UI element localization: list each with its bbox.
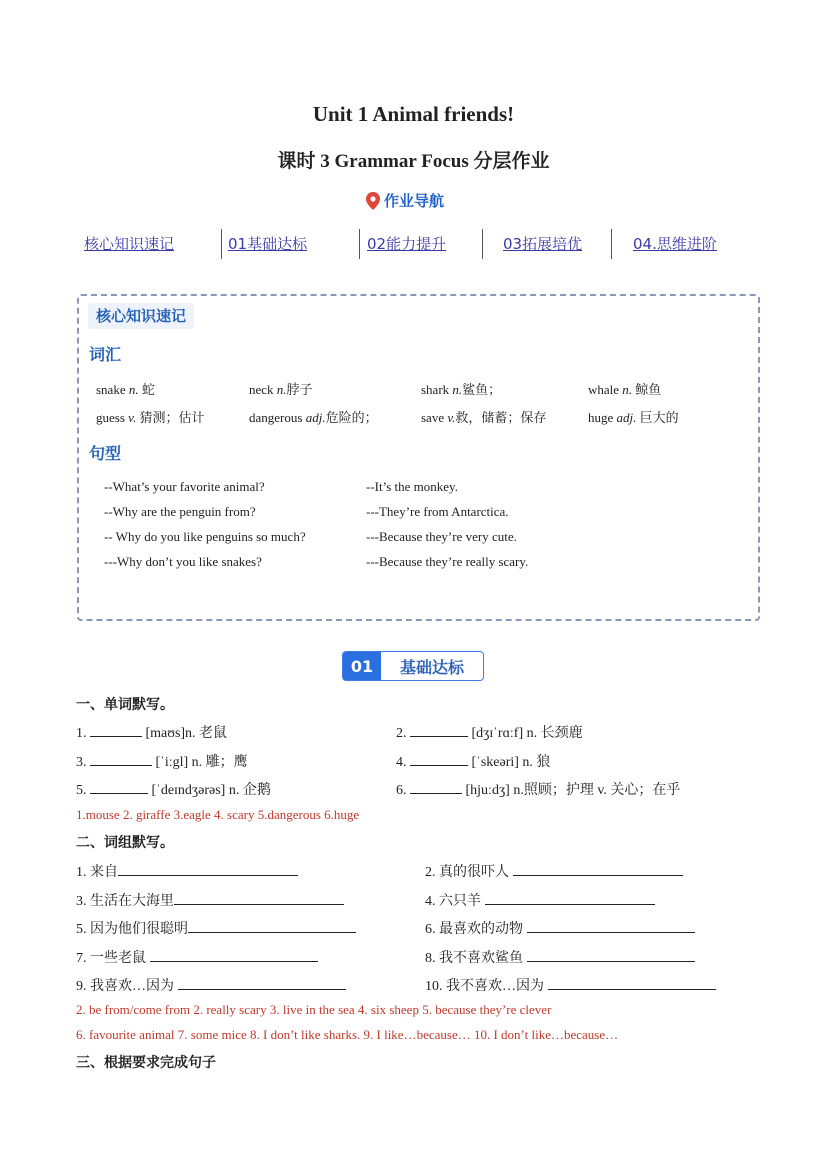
knowledge-heading: 核心知识速记 (88, 303, 194, 329)
knowledge-box (77, 294, 760, 621)
answer-key: 1.mouse 2. giraffe 3.eagle 4. scary 5.dangerous 6.huge (76, 807, 360, 822)
answer-blank[interactable] (178, 976, 346, 990)
tab-divider (221, 229, 222, 259)
answer-blank[interactable] (527, 919, 695, 933)
part1-title: 一、单词默写。 (76, 697, 174, 713)
answer-blank[interactable] (513, 862, 683, 876)
tab-divider (611, 229, 612, 259)
vocab-item: snake n. 蛇 (96, 382, 155, 397)
sentence-question: -- Why do you like penguins so much? (104, 529, 306, 544)
answer-blank[interactable] (90, 780, 148, 794)
question-item: 5. 因为他们很聪明 (76, 918, 356, 938)
nav-tabs (84, 229, 744, 259)
answer-blank[interactable] (548, 976, 716, 990)
answer-blank[interactable] (118, 862, 298, 876)
answer-key: 6. favourite animal 7. some mice 8. I don’t like sharks. 9. I like…because… 10. I don’t like…because… (76, 1027, 619, 1042)
sentence-heading: 句型 (89, 444, 122, 463)
part2-title: 二、词组默写。 (76, 835, 174, 851)
question-item: 4. 六只羊 (425, 890, 655, 910)
answer-blank[interactable] (174, 891, 344, 905)
vocab-heading: 词汇 (89, 345, 122, 364)
question-item: 2. 真的很吓人 (425, 861, 683, 881)
question-item: 1. 来自 (76, 861, 298, 881)
tab-thinking[interactable]: 04.思维进阶 (633, 235, 717, 253)
answer-blank[interactable] (188, 919, 356, 933)
question-item: 4. [ˈskeəri] n. 狼 (396, 751, 550, 771)
vocab-item: shark n.鲨鱼； (421, 382, 502, 397)
vocab-item: dangerous adj.危险的； (249, 410, 378, 425)
nav-heading (366, 190, 444, 211)
sentence-answer: ---Because they’re very cute. (366, 529, 517, 544)
tab-basic[interactable]: 01基础达标 (228, 235, 308, 253)
sentence-question: ---Why don’t you like snakes? (104, 554, 262, 569)
section-label: 基础达标 (399, 657, 464, 677)
page-title: Unit 1 Animal friends! (312, 102, 515, 126)
tab-divider (359, 229, 360, 259)
tab-ability[interactable]: 02能力提升 (367, 235, 447, 253)
sentence-answer: ---Because they’re really scary. (366, 554, 529, 569)
sentence-question: --Why are the penguin from? (104, 504, 256, 519)
sentence-question: --What’s your favorite animal? (104, 479, 265, 494)
vocab-item: whale n. 鲸鱼 (588, 382, 662, 397)
answer-blank[interactable] (150, 948, 318, 962)
answer-blank[interactable] (410, 780, 462, 794)
location-pin-icon (366, 192, 380, 210)
question-item: 3. [ˈiːgl] n. 雕；鹰 (76, 751, 248, 771)
tab-core-knowledge[interactable]: 核心知识速记 (84, 235, 175, 253)
question-item: 3. 生活在大海里 (76, 890, 344, 910)
question-item: 10. 我不喜欢…因为 (425, 975, 716, 995)
answer-blank[interactable] (527, 948, 695, 962)
question-item: 6. [hjuːdʒ] n.照顾；护理 v. 关心；在乎 (396, 779, 680, 799)
section-number: 01 (343, 652, 381, 680)
answer-blank[interactable] (410, 752, 468, 766)
question-item: 5. [ˈdeɪndʒərəs] n. 企鹅 (76, 779, 271, 799)
nav-heading-label: 作业导航 (384, 192, 445, 210)
tab-divider (482, 229, 483, 259)
answer-blank[interactable] (90, 723, 142, 737)
sentence-answer: ---They’re from Antarctica. (366, 504, 509, 519)
answer-blank[interactable] (410, 723, 468, 737)
vocab-item: neck n.脖子 (249, 382, 313, 397)
vocab-item: save v.救，储蓄；保存 (421, 410, 547, 425)
tab-extension[interactable]: 03拓展培优 (503, 235, 583, 253)
vocab-item: guess v. 猜测；估计 (96, 410, 205, 425)
section-badge (342, 651, 484, 681)
question-item: 8. 我不喜欢鲨鱼 (425, 947, 695, 967)
question-item: 9. 我喜欢…因为 (76, 975, 346, 995)
vocab-item: huge adj. 巨大的 (588, 410, 679, 425)
page-subtitle: 课时 3 Grammar Focus 分层作业 (277, 151, 550, 172)
question-item: 6. 最喜欢的动物 (425, 918, 695, 938)
answer-blank[interactable] (90, 752, 152, 766)
question-item: 1. [maʊs]n. 老鼠 (76, 722, 227, 742)
question-item: 2. [dʒɪˈrɑːf] n. 长颈鹿 (396, 722, 583, 742)
answer-blank[interactable] (485, 891, 655, 905)
question-item: 7. 一些老鼠 (76, 947, 318, 967)
part3-title: 三、根据要求完成句子 (76, 1055, 216, 1071)
answer-key: 2. be from/come from 2. really scary 3. live in the sea 4. six sheep 5. because they’re clever (76, 1002, 552, 1017)
sentence-answer: --It’s the monkey. (366, 479, 458, 494)
